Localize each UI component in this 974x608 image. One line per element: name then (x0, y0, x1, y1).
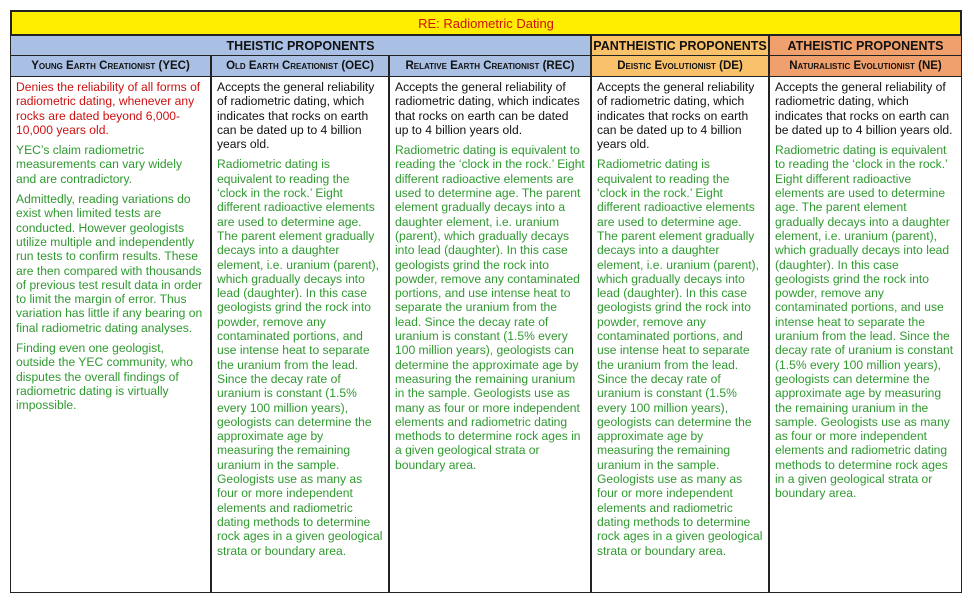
de-cell (591, 77, 769, 593)
ne-cell (769, 77, 962, 593)
table-title: RE: Radiometric Dating (10, 10, 962, 36)
yec-cell (10, 77, 211, 593)
theistic-group-header: THEISTIC PROPONENTS (10, 36, 591, 56)
oec-cell (211, 77, 389, 593)
rec-cell (389, 77, 591, 593)
de-column-header: Deistic Evolutionist (DE) (591, 56, 769, 77)
pantheistic-group-header: PANTHEISTIC PROPONENTS (591, 36, 769, 56)
yec-claim-text: YEC’s claim radiometric measurements can vary widely and are contradictory. (16, 143, 183, 186)
rec-explain-text: Radiometric dating is equivalent to reading the ‘clock in the rock.’ Eight different radioactive elements are used to determine age. The parent element gradually decays into a daughter element, i.e. uranium (parent), which gradually decays into lead (daughter). In this case geologists grind the rock into powder, remove any contaminated portions, and use intense heat to separate the uranium from the lead. Since the decay rate of uranium is constant (1.5% every 100 million years), geologists can determine the approximate age by measuring the remaining uranium in the sample. Geologists use as many as four or more independent elements and radiometric dating methods to determine rock ages in a given geological strata or boundary area. (395, 143, 585, 472)
yec-denial-text: Denies the reliability of all forms of radiometric dating, whenever any rocks are dated beyond 6,000-10,000 years old. (16, 80, 201, 137)
rec-accept-text: Accepts the general reliability of radiometric dating, which indicates that rocks on earth can be dated up to 4 billion years old. (395, 80, 580, 137)
de-explain-text: Radiometric dating is equivalent to reading the ‘clock in the rock.’ Eight different radioactive elements are used to determine age. The parent element gradually decays into a daughter element, i.e. uranium (parent), which gradually decays into lead (daughter). In this case geologists grind the rock into powder, remove any contaminated portions, and use intense heat to separate the uranium from the lead. Since the decay rate of uranium is constant (1.5% every 100 million years), geologists can determine the approximate age by measuring the remaining uranium in the sample. Geologists use as many as four or more independent elements and radiometric dating methods to determine rock ages in a given geological strata or boundary area. (597, 157, 763, 558)
oec-accept-text: Accepts the general reliability of radiometric dating, which indicates that rocks on earth can be dated up to 4 billion years old. (217, 80, 375, 152)
ne-explain-text: Radiometric dating is equivalent to reading the ‘clock in the rock.’ Eight different radioactive elements are used to determine age. The parent element gradually decays into a daughter element, i.e. uranium (parent), which gradually decays into lead (daughter). In this case geologists grind the rock into powder, remove any contaminated portions, and use intense heat to separate the uranium from the lead. Since the decay rate of uranium is constant (1.5% every 100 million years), geologists can determine the approximate age by measuring the remaining uranium in the sample. Geologists use as many as four or more independent elements and radiometric dating methods to determine rock ages in a given geological strata or boundary area. (775, 143, 954, 501)
ne-column-header: Naturalistic Evolutionist (NE) (769, 56, 962, 77)
yec-rebuttal-text: Admittedly, reading variations do exist when limited tests are conducted. However geologists utilize multiple and independently run tests to confirm results. These are then compared with thousands of previous test result data in order to limit the margin of error. Thus variation has little if any bearing on final radiometric dating analyses. (16, 192, 203, 335)
oec-explain-text: Radiometric dating is equivalent to reading the ‘clock in the rock.’ Eight different radioactive elements are used to determine age. The parent element gradually decays into a daughter element, i.e. uranium (parent), which gradually decays into lead (daughter). In this case geologists grind the rock into powder, remove any contaminated portions, and use intense heat to separate the uranium from the lead. Since the decay rate of uranium is constant (1.5% every 100 million years), geologists can determine the approximate age by measuring the remaining uranium in the sample. Geologists use as many as four or more independent elements and radiometric dating methods to determine rock ages in a given geological strata or boundary area. (217, 157, 383, 558)
oec-column-header: Old Earth Creationist (OEC) (211, 56, 389, 77)
yec-conclusion-text: Finding even one geologist, outside the YEC community, who disputes the overall findings of radiometric dating is virtually impossible. (16, 341, 194, 413)
radiometric-dating-table (10, 10, 962, 593)
yec-column-header: Young Earth Creationist (YEC) (10, 56, 211, 77)
de-accept-text: Accepts the general reliability of radiometric dating, which indicates that rocks on earth can be dated up to 4 billion years old. (597, 80, 755, 152)
column-header-row (10, 56, 962, 77)
ne-accept-text: Accepts the general reliability of radiometric dating, which indicates that rocks on earth can be dated up to 4 billion years old. (775, 80, 953, 137)
atheistic-group-header: ATHEISTIC PROPONENTS (769, 36, 962, 56)
group-header-row (10, 36, 962, 56)
table-body-row (10, 77, 962, 593)
rec-column-header: Relative Earth Creationist (REC) (389, 56, 591, 77)
